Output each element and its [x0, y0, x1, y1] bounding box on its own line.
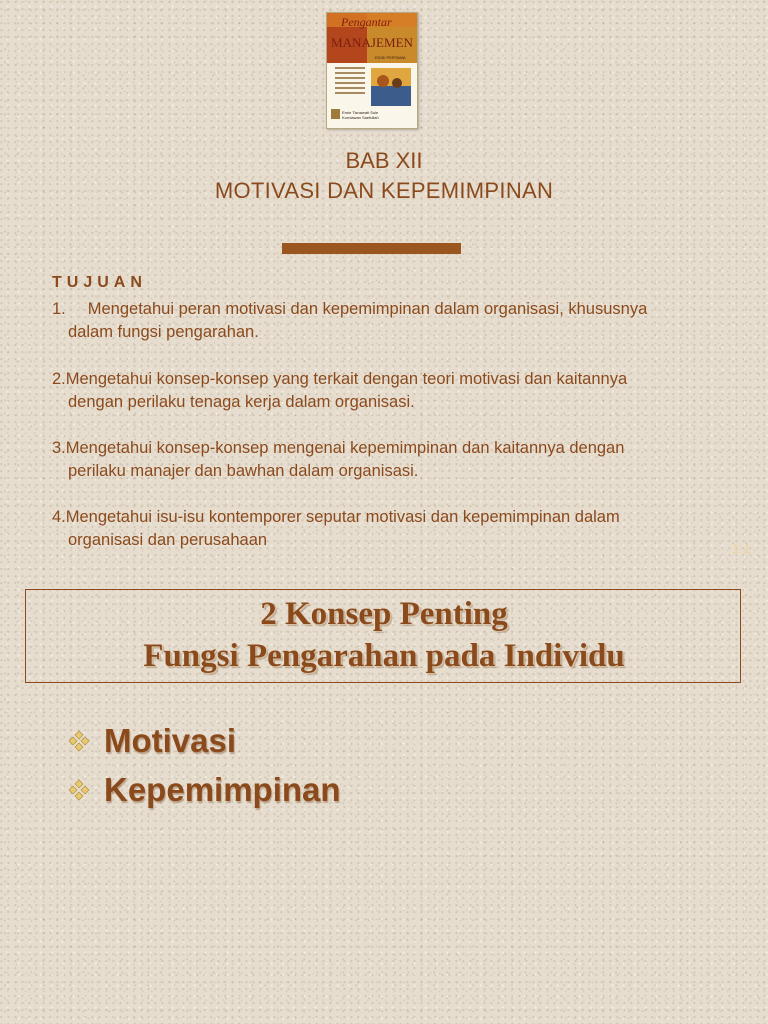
goals-label: TUJUAN — [52, 274, 147, 291]
book-title-line1: Pengantar — [341, 15, 392, 29]
goal-text-line1: Mengetahui peran motivasi dan kepemimpinan dalam organisasi, khususnya — [87, 300, 648, 318]
goal-text-line1: Mengetahui konsep-konsep mengenai kepemimpinan dan kaitannya dengan — [65, 439, 625, 457]
concept-box — [25, 589, 741, 683]
goal-item-4 — [52, 506, 752, 552]
bullet-text: Kepemimpinan — [104, 771, 341, 808]
goal-item-1 — [52, 298, 752, 344]
diamond-bullet-icon — [66, 728, 92, 754]
goal-number: 1. — [52, 300, 66, 318]
diamond-bullet-icon — [66, 777, 92, 803]
concept-box-subtitle: Fungsi Pengarahan pada Individu — [143, 638, 625, 674]
concept-box-title: 2 Konsep Penting — [260, 596, 508, 632]
chapter-title: MOTIVASI DAN KEPEMIMPINAN — [214, 178, 554, 203]
goal-text-line2: perilaku manajer dan bawhan dalam organisasi. — [68, 462, 419, 480]
book-cover-image — [326, 12, 418, 129]
svg-text:Kurniawan Saefullah: Kurniawan Saefullah — [342, 115, 379, 120]
chapter-number: BAB XII — [345, 148, 423, 173]
bullet-item-motivasi — [66, 722, 236, 760]
book-title-line2: MANAJEMEN — [331, 35, 414, 50]
goal-number: 2. — [52, 370, 66, 388]
bullet-item-kepemimpinan — [66, 771, 341, 809]
slide-number: 1-1 — [732, 541, 751, 556]
goal-text-line1: Mengetahui isu-isu kontemporer seputar motivasi dan kepemimpinan dalam — [65, 508, 620, 526]
book-cover-art — [327, 13, 417, 128]
goal-item-3 — [52, 437, 752, 483]
bullet-text: Motivasi — [104, 722, 237, 759]
book-edition: EDISI PERTAMA — [375, 55, 406, 60]
goal-text-line2: dalam fungsi pengarahan. — [68, 323, 259, 341]
goal-text-line1: Mengetahui konsep-konsep yang terkait dengan teori motivasi dan kaitannya — [65, 370, 628, 388]
goal-text-line2: organisasi dan perusahaan — [68, 531, 268, 549]
goal-item-2 — [52, 368, 752, 414]
goal-number: 3. — [52, 439, 66, 457]
goal-number: 4. — [52, 508, 66, 526]
goal-text-line2: dengan perilaku tenaga kerja dalam organisasi. — [68, 393, 415, 411]
svg-text:Ernie Tisnawati Sule: Ernie Tisnawati Sule — [342, 110, 379, 115]
divider-bar — [282, 243, 461, 254]
